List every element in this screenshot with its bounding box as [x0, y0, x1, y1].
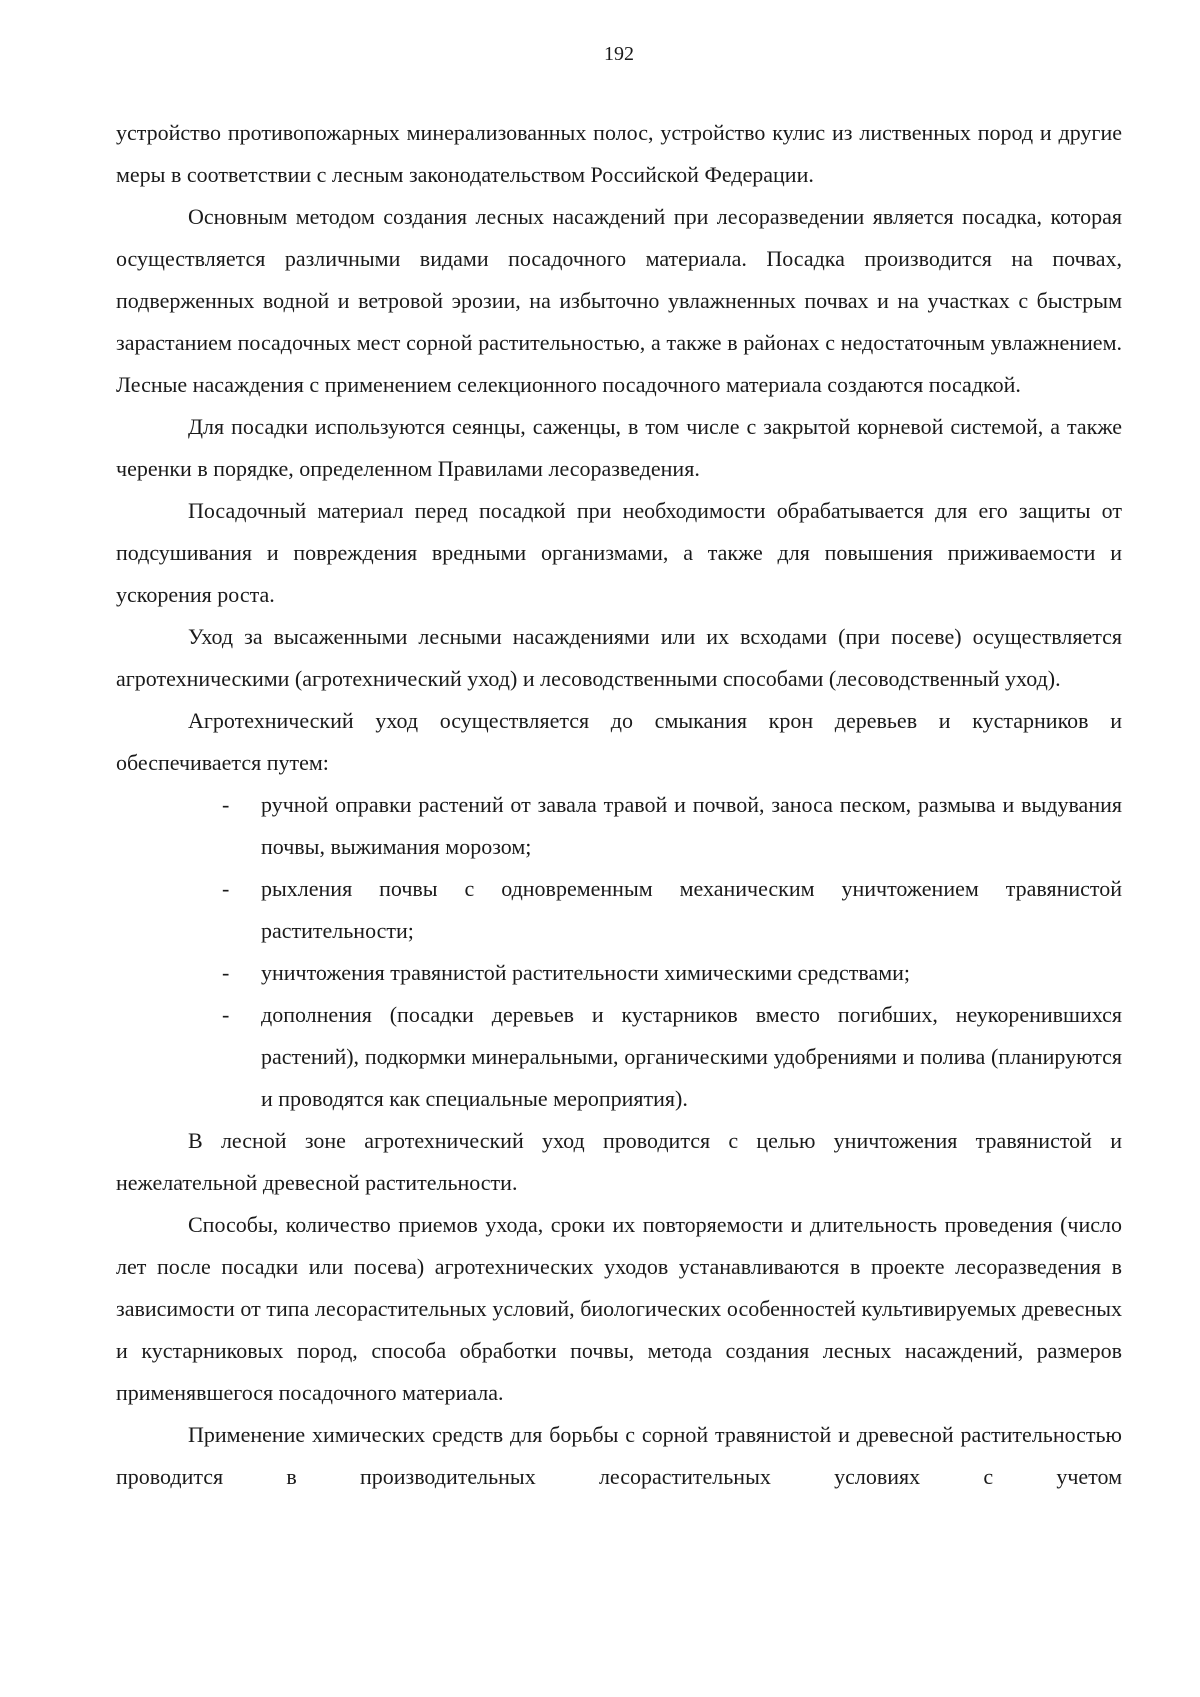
page-number: 192 — [604, 43, 634, 65]
bullet-dash: - — [222, 792, 230, 817]
paragraph: Способы, количество приемов ухода, сроки их повторяемости и длительность проведения (число лет после посадки или посева) агротехнических уходов устанавливаются в проекте лесоразведения в зависимости от типа лесорастительных условий, биологических особенностей культивируемых древесных и кустарниковых пород, способа обработки почвы, метода создания лесных насаждений, размеров применявшегося посадочного материала. — [116, 1212, 1122, 1405]
list-item — [116, 868, 1122, 952]
bullet-dash: - — [222, 960, 230, 985]
list-item-text: уничтожения травянистой растительности химическими средствами; — [261, 960, 911, 985]
document-body — [116, 112, 1122, 1498]
list-item — [116, 952, 1122, 994]
list-item-text: рыхления почвы с одновременным механическим уничтожением травянистой растительности; — [261, 876, 1122, 943]
bullet-list — [116, 784, 1122, 1120]
bullet-dash: - — [222, 1002, 230, 1027]
paragraph-continued: Применение химических средств для борьбы с сорной травянистой и древесной растительностью проводится в производительных лесорастительных условиях с учетом — [116, 1422, 1122, 1489]
paragraph: Агротехнический уход осуществляется до смыкания крон деревьев и кустарников и обеспечивается путем: — [116, 708, 1122, 775]
paragraph: Для посадки используются сеянцы, саженцы, в том числе с закрытой корневой системой, а также черенки в порядке, определенном Правилами лесоразведения. — [116, 414, 1122, 481]
bullet-dash: - — [222, 876, 230, 901]
list-item — [116, 994, 1122, 1120]
paragraph: устройство противопожарных минерализованных полос, устройство кулис из лиственных пород и другие меры в соответствии с лесным законодательством Российской Федерации. — [116, 120, 1122, 187]
list-item-text: ручной оправки растений от завала травой и почвой, заноса песком, размыва и выдувания почвы, выжимания морозом; — [261, 792, 1122, 859]
paragraph: В лесной зоне агротехнический уход проводится с целью уничтожения травянистой и нежелательной древесной растительности. — [116, 1128, 1122, 1195]
list-item-text: дополнения (посадки деревьев и кустарников вместо погибших, неукоренившихся растений), подкормки минеральными, органическими удобрениями и полива (планируются и проводятся как специальные мероприятия). — [261, 1002, 1122, 1111]
paragraph: Посадочный материал перед посадкой при необходимости обрабатывается для его защиты от подсушивания и повреждения вредными организмами, а также для повышения приживаемости и ускорения роста. — [116, 498, 1122, 607]
paragraph: Основным методом создания лесных насаждений при лесоразведении является посадка, которая осуществляется различными видами посадочного материала. Посадка производится на почвах, подверженных водной и ветровой эрозии, на избыточно увлажненных почвах и на участках с быстрым зарастанием посадочных мест сорной растительностью, а также в районах с недостаточным увлажнением. Лесные насаждения с применением селекционного посадочного материала создаются посадкой. — [116, 204, 1122, 397]
list-item — [116, 784, 1122, 868]
paragraph: Уход за высаженными лесными насаждениями или их всходами (при посеве) осуществляется агротехническими (агротехнический уход) и лесоводственными способами (лесоводственный уход). — [116, 624, 1122, 691]
